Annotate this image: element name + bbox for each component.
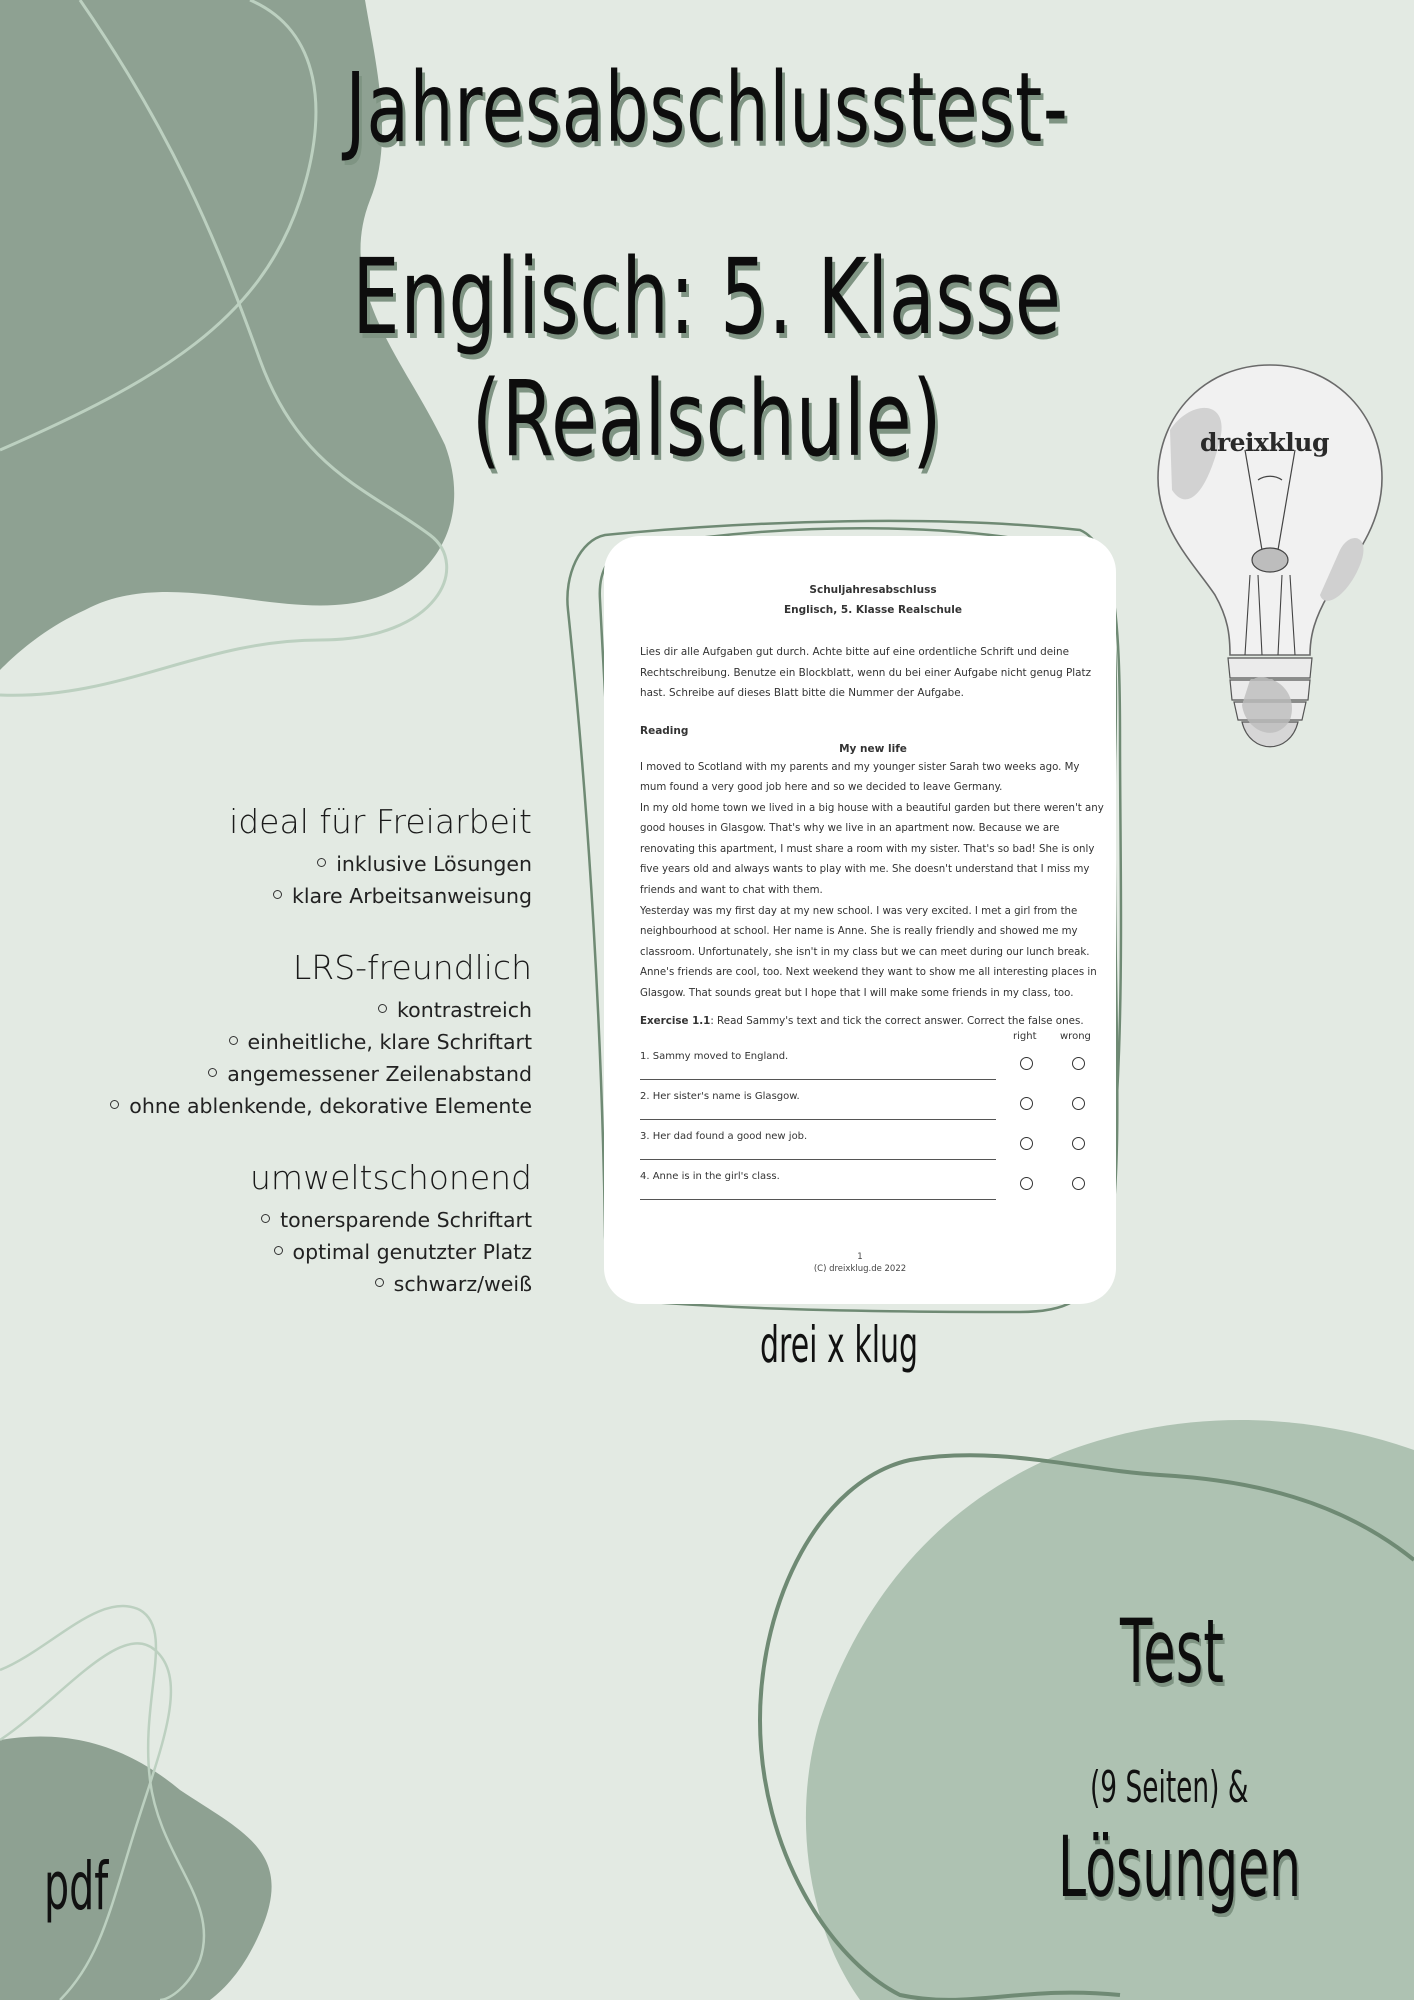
bullet-icon	[378, 1004, 387, 1013]
bullet-icon	[274, 1246, 283, 1255]
product-test-label: Test	[1120, 1600, 1224, 1703]
page-title-line2: Englisch: 5. Klasse (Realschule)	[352, 236, 1062, 480]
feature-item: kontrastreich	[12, 994, 532, 1026]
bullet-icon	[229, 1036, 238, 1045]
column-right-label: right	[1013, 1030, 1037, 1042]
question-text: 1. Sammy moved to England.	[640, 1050, 789, 1062]
story-paragraph: Yesterday was my first day at my new school. I was very excited. I met a girl from the neighbourhood at school. Her name is Anne. She is really friendly and showed me my classroom. Unfortunately, she isn't in my class but we can meet during our lunch break. Anne's friends are cool, too. Next weekend they want to show me all interesting places in Glasgow. That sounds great but I hope that I will make some friends in my class, too.	[640, 905, 1097, 1000]
right-option-circle-icon	[1020, 1057, 1033, 1070]
feature-item: angemessener Zeilenabstand	[12, 1058, 532, 1090]
answer-line	[640, 1199, 996, 1200]
worksheet-instructions: Lies dir alle Aufgaben gut durch. Achte bitte auf eine ordentliche Schrift und deine Rechtschreibung. Benutze ein Blockblatt, wenn du bei einer Aufgabe nicht genug Platz hast. Schreibe auf dieses Blatt bitte die Nummer der Aufgabe.	[640, 646, 1092, 699]
question-row	[640, 1047, 1106, 1087]
answer-line	[640, 1159, 996, 1160]
question-row	[640, 1127, 1106, 1167]
worksheet-preview	[604, 536, 1116, 1304]
bullet-icon	[261, 1214, 270, 1223]
right-option-circle-icon	[1020, 1097, 1033, 1110]
right-option-circle-icon	[1020, 1137, 1033, 1150]
feature-item: ohne ablenkende, dekorative Elemente	[12, 1090, 532, 1122]
file-format-label: pdf	[44, 1848, 109, 1925]
feature-group-lrs	[12, 946, 532, 1122]
bottom-left-blob	[0, 1737, 272, 2000]
exercise-instruction: Exercise 1.1: Read Sammy's text and tick the correct answer. Correct the false ones.	[640, 1014, 1084, 1027]
question-row	[640, 1087, 1106, 1127]
feature-item: einheitliche, klare Schriftart	[12, 1026, 532, 1058]
answer-line	[640, 1119, 996, 1120]
bullet-icon	[375, 1278, 384, 1287]
question-text: 4. Anne is in the girl's class.	[640, 1170, 780, 1182]
worksheet-section-heading: Reading	[640, 724, 689, 737]
answer-columns-header	[640, 1031, 1106, 1047]
worksheet-page-number: 1	[857, 1252, 863, 1262]
feature-group-umwelt	[12, 1156, 532, 1300]
feature-item: schwarz/weiß	[12, 1268, 532, 1300]
worksheet-subtitle: Englisch, 5. Klasse Realschule	[783, 604, 963, 616]
wrong-option-circle-icon	[1072, 1137, 1085, 1150]
bullet-icon	[208, 1068, 217, 1077]
feature-heading: umweltschonend	[250, 1158, 532, 1197]
question-text: 2. Her sister's name is Glasgow.	[640, 1090, 800, 1102]
feature-item: inklusive Lösungen	[12, 848, 532, 880]
story-paragraph: In my old home town we lived in a big house with a beautiful garden but there weren't any good houses in Glasgow. That's why we live in an apartment now. Because we are renovating this apartment, I must share a room with my sister. That's so bad! She is only five years old and always wants to play with me. She doesn't understand that I miss my friends and want to chat with them.	[640, 802, 1104, 897]
wrong-option-circle-icon	[1072, 1177, 1085, 1190]
worksheet-title: Schuljahresabschluss	[809, 584, 937, 596]
bullet-icon	[317, 858, 326, 867]
worksheet-copyright: (C) dreixklug.de 2022	[813, 1264, 907, 1274]
bullet-icon	[273, 890, 282, 899]
column-wrong-label: wrong	[1060, 1030, 1091, 1042]
feature-heading: ideal für Freiarbeit	[229, 802, 532, 841]
right-option-circle-icon	[1020, 1177, 1033, 1190]
wrong-option-circle-icon	[1072, 1097, 1085, 1110]
feature-item: tonersparende Schriftart	[12, 1204, 532, 1236]
product-pages-label: (9 Seiten) &	[1090, 1762, 1249, 1813]
page-title-line1: Jahresabschlusstest-	[345, 52, 1069, 164]
question-text: 3. Her dad found a good new job.	[640, 1130, 808, 1142]
brand-signature: drei x klug	[760, 1316, 919, 1374]
logo-text: dreixklug	[1200, 428, 1329, 457]
feature-heading: LRS-freundlich	[292, 948, 532, 987]
product-solutions-label: Lösungen	[1058, 1818, 1302, 1916]
bullet-icon	[110, 1100, 119, 1109]
feature-item: klare Arbeitsanweisung	[12, 880, 532, 912]
feature-item: optimal genutzter Platz	[12, 1236, 532, 1268]
story-title: My new life	[839, 742, 907, 755]
wrong-option-circle-icon	[1072, 1057, 1085, 1070]
answer-line	[640, 1079, 996, 1080]
feature-group-freiarbeit	[12, 800, 532, 912]
lightbulb-logo-icon	[1150, 360, 1390, 760]
question-row	[640, 1167, 1106, 1207]
story-paragraph: I moved to Scotland with my parents and my younger sister Sarah two weeks ago. My mum found a very good job here and so we decided to leave Germany.	[640, 761, 1080, 794]
feature-list	[12, 800, 532, 1334]
